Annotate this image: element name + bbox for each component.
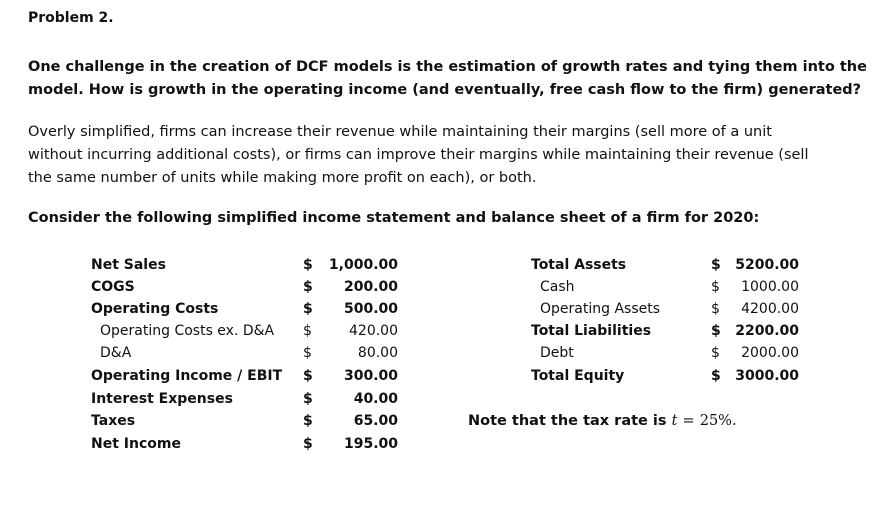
row-value: 65.00 <box>353 413 398 429</box>
row-value: 1000.00 <box>741 279 799 295</box>
row-label: Net Sales <box>91 257 166 273</box>
row-value: 2000.00 <box>741 345 799 361</box>
currency-symbol: $ <box>303 279 313 295</box>
currency-symbol: $ <box>711 301 720 317</box>
consider-heading: Consider the following simplified income statement and balance sheet of a firm for 2020: <box>28 210 760 226</box>
row-value: 40.00 <box>353 391 398 407</box>
currency-symbol: $ <box>711 368 721 384</box>
row-value: 4200.00 <box>741 301 799 317</box>
row-value: 2200.00 <box>735 323 799 339</box>
tax-rate-note <box>468 410 737 432</box>
currency-symbol: $ <box>303 436 313 452</box>
row-value: 500.00 <box>343 301 398 317</box>
row-label: Operating Income / EBIT <box>91 368 283 384</box>
problem-title: Problem 2. <box>28 10 114 26</box>
row-label: D&A <box>100 345 132 361</box>
currency-symbol: $ <box>303 413 313 429</box>
row-label: Total Assets <box>531 257 627 273</box>
row-label: Operating Assets <box>540 301 661 317</box>
equals-sign: = <box>682 413 695 429</box>
row-value: 5200.00 <box>735 257 799 273</box>
explanation-paragraph <box>28 121 809 190</box>
row-label: Debt <box>540 345 574 361</box>
currency-symbol: $ <box>303 301 313 317</box>
row-label: COGS <box>91 279 135 295</box>
currency-symbol: $ <box>303 323 312 339</box>
tax-note-prefix: Note that the tax rate is <box>468 413 667 429</box>
row-value: 300.00 <box>343 368 398 384</box>
currency-symbol: $ <box>711 345 720 361</box>
question-line: One challenge in the creation of DCF models is the estimation of growth rates and tying them into the <box>28 59 867 75</box>
question-text <box>28 56 867 102</box>
row-value: 420.00 <box>349 323 398 339</box>
currency-symbol: $ <box>303 345 312 361</box>
paragraph-line: without incurring additional costs), or firms can improve their margins while maintaining their revenue (sell <box>28 147 809 163</box>
question-line: model. How is growth in the operating income (and eventually, free cash flow to the firm) generated? <box>28 82 862 98</box>
row-label: Cash <box>540 279 575 295</box>
paragraph-line: the same number of units while making more profit on each), or both. <box>28 170 537 186</box>
currency-symbol: $ <box>303 391 313 407</box>
row-label: Interest Expenses <box>91 391 233 407</box>
row-value: 200.00 <box>343 279 398 295</box>
currency-symbol: $ <box>711 279 720 295</box>
row-label: Net Income <box>91 436 181 452</box>
row-label: Operating Costs <box>91 301 219 317</box>
tax-rate-value: 25%. <box>699 413 737 429</box>
row-label: Total Liabilities <box>531 323 652 339</box>
row-value: 3000.00 <box>735 368 799 384</box>
row-value: 80.00 <box>357 345 398 361</box>
currency-symbol: $ <box>711 257 721 273</box>
tax-symbol: t <box>671 413 678 429</box>
currency-symbol: $ <box>711 323 721 339</box>
row-value: 195.00 <box>343 436 398 452</box>
row-value: 1,000.00 <box>328 257 398 273</box>
row-label: Total Equity <box>531 368 625 384</box>
currency-symbol: $ <box>303 368 313 384</box>
paragraph-line: Overly simplified, firms can increase their revenue while maintaining their margins (sell more of a unit <box>28 124 772 140</box>
row-label: Taxes <box>91 413 136 429</box>
currency-symbol: $ <box>303 257 313 273</box>
row-label: Operating Costs ex. D&A <box>100 323 275 339</box>
